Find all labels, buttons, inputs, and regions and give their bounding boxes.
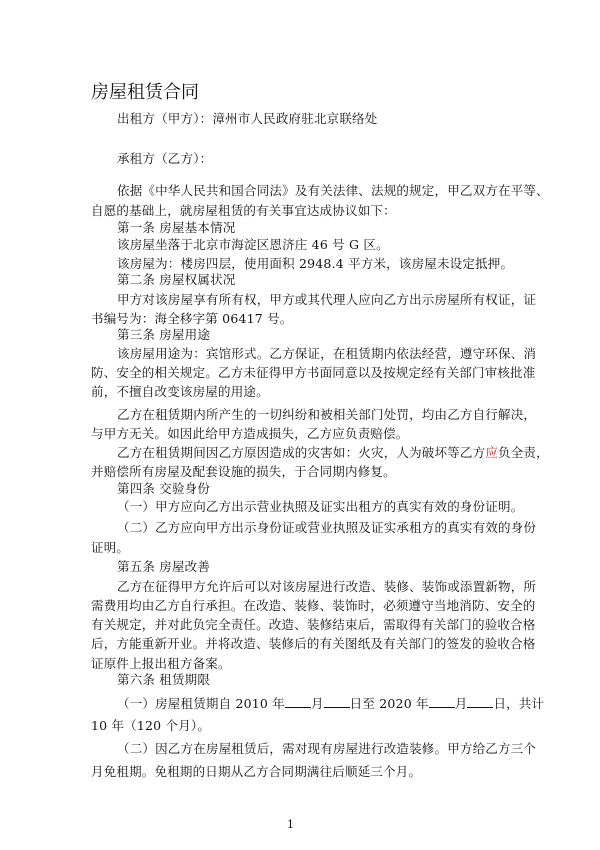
article-3-title: 第三条 房屋用途 bbox=[117, 327, 211, 342]
article-6-line: 月免租期。免租期的日期从乙方合同期满往后顺延三个月。 bbox=[91, 764, 422, 779]
page-number: 1 bbox=[287, 818, 294, 831]
article-3-line: 该房屋用途为：宾馆形式。乙方保证，在租赁期内依法经营，遵守环保、消 bbox=[117, 346, 537, 361]
article-5-line: 有关规定，并对此负完全责任。改造、装修结束后，需取得有关部门的验收合格 bbox=[91, 617, 536, 632]
lessor-line: 出租方（甲方）：漳州市人民政府驻北京联络处 bbox=[117, 111, 378, 126]
article-3-damage-line: 并赔偿所有房屋及配套设施的损失，于合同期内修复。 bbox=[91, 464, 396, 479]
intro-line: 自愿的基础上，就房屋租赁的有关事宜达成协议如下： bbox=[91, 203, 396, 218]
article-3-line: 防、安全的相关规定。乙方未征得甲方书面同意以及按规定经有关部门审核批准 bbox=[91, 365, 536, 380]
article-5-title: 第五条 房屋改善 bbox=[117, 559, 211, 574]
article-5-line: 证原件上报出租方备案。 bbox=[91, 656, 231, 671]
article-4-line: 证明。 bbox=[91, 540, 130, 555]
lease-term-text: 月 bbox=[454, 696, 468, 711]
article-4-line: （二）乙方应向甲方出示身份证或营业执照及证实承租方的真实有效的身份 bbox=[117, 520, 537, 535]
lease-term-text: 日至 2020 年 bbox=[349, 696, 429, 711]
article-4-title: 第四条 交验身份 bbox=[117, 481, 211, 496]
highlighted-character: 应 bbox=[485, 445, 499, 460]
article-3-line: 与甲方无关。如因此给甲方造成损失，乙方应负责赔偿。 bbox=[91, 426, 409, 441]
damage-text: 负全责， bbox=[498, 445, 549, 460]
lease-term-line: 10 年（120 个月）。 bbox=[91, 718, 211, 733]
article-2-line: 甲方对该房屋享有所有权，甲方或其代理人应向乙方出示房屋所有权证，证 bbox=[117, 292, 537, 307]
article-1-line: 该房屋为：楼房四层，使用面积 2948.4 平方米，该房屋未设定抵押。 bbox=[117, 256, 514, 271]
article-3-line: 乙方在租赁期内所产生的一切纠纷和被相关部门处罚，均由乙方自行解决， bbox=[117, 407, 537, 422]
lease-term-text: （一）房屋租赁期自 2010 年 bbox=[117, 696, 285, 711]
lease-term-text: 月 bbox=[310, 696, 324, 711]
article-5-line: 需费用均由乙方自行承担。在改造、装修、装饰时，必须遵守当地消防、安全的 bbox=[91, 598, 536, 613]
article-5-line: 乙方在征得甲方允许后可以对该房屋进行改造、装修、装饰或添置新物，所 bbox=[117, 579, 537, 594]
article-3-damage-line bbox=[117, 445, 549, 461]
article-2-title: 第二条 房屋权属状况 bbox=[117, 272, 236, 287]
article-6-title: 第六条 租赁期限 bbox=[117, 672, 211, 687]
fill-in-blank bbox=[324, 696, 350, 708]
intro-line: 依据《中华人民共和国合同法》及有关法律、法规的规定，甲乙双方在平等、 bbox=[117, 183, 549, 198]
fill-in-blank bbox=[467, 696, 493, 708]
fill-in-blank bbox=[429, 696, 455, 708]
article-2-line: 书编号为：海全移字第 06417 号。 bbox=[91, 311, 293, 326]
lease-term-text: 日，共计 bbox=[493, 696, 545, 711]
fill-in-blank bbox=[285, 696, 311, 708]
article-1-title: 第一条 房屋基本情况 bbox=[117, 220, 236, 235]
article-4-line: （一）甲方应向乙方出示营业执照及证实出租方的真实有效的身份证明。 bbox=[117, 499, 524, 514]
article-3-line: 前，不擅自改变该房屋的用途。 bbox=[91, 384, 269, 399]
article-6-line: （二）因乙方在房屋租赁后，需对现有房屋进行改造装修。甲方给乙方三个 bbox=[117, 741, 537, 756]
page-title: 房屋租赁合同 bbox=[91, 82, 199, 103]
damage-text: 乙方在租赁期间因乙方原因造成的灾害如：火灾，人为破坏等乙方 bbox=[117, 445, 486, 460]
lease-term-line bbox=[117, 696, 544, 712]
article-1-line: 该房屋坐落于北京市海淀区恩济庄 46 号 G 区。 bbox=[117, 237, 389, 252]
article-5-line: 后，方能重新开业。并将改造、装修后的有关图纸及有关部门的签发的验收合格 bbox=[91, 636, 536, 651]
lessee-line: 承租方（乙方）： bbox=[117, 151, 213, 166]
